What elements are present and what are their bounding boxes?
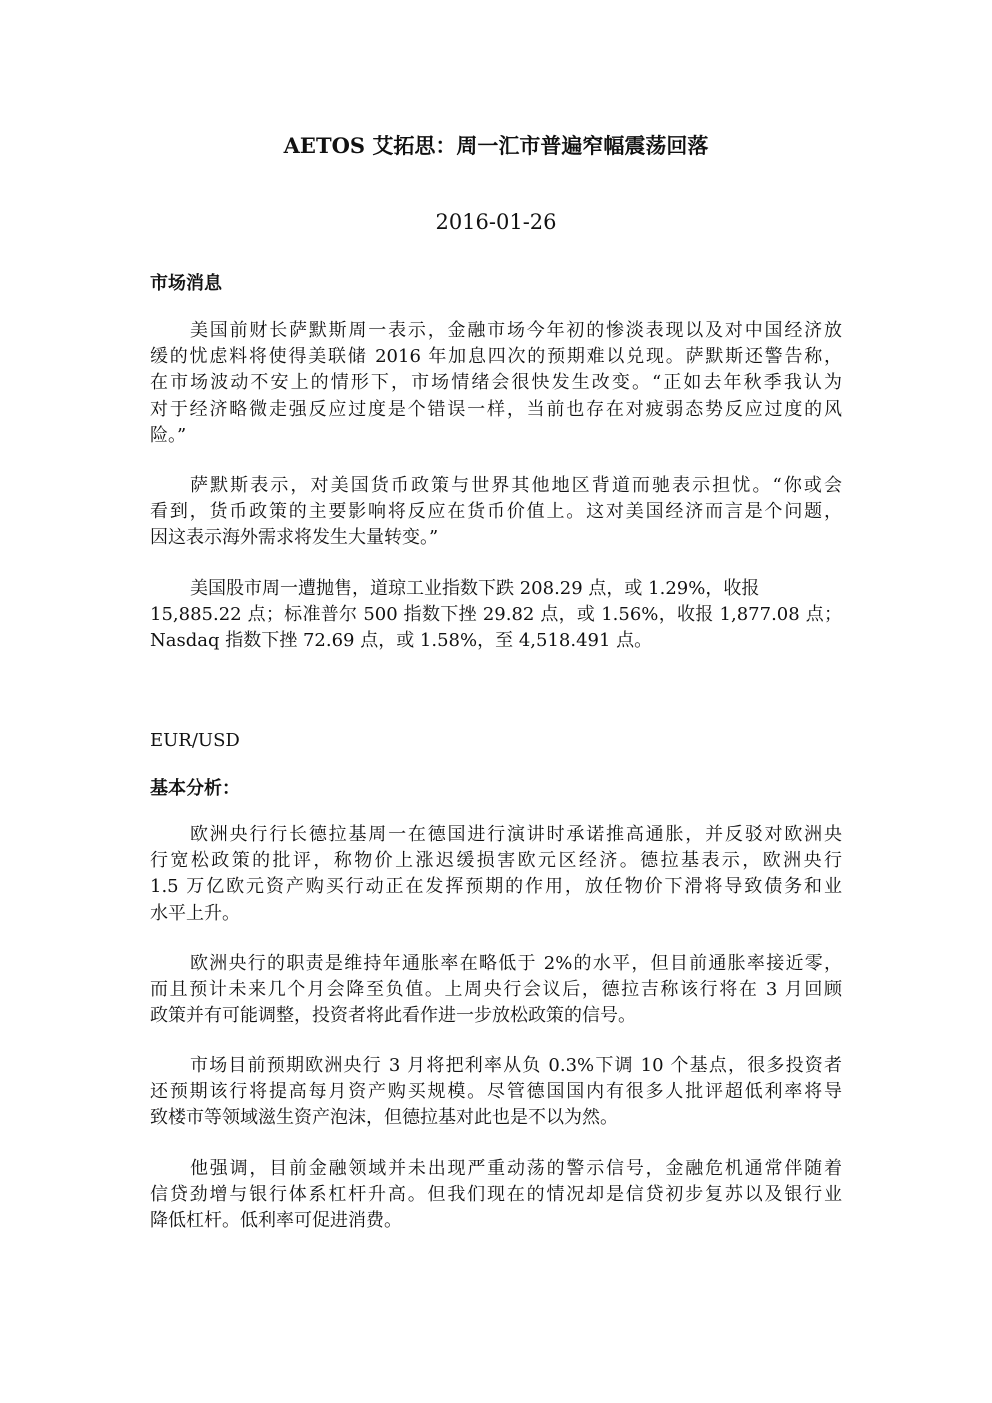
- paragraph-line: 还预期该行将提高每月资产购买规模。尽管德国国内有很多人批评超低利率将导: [150, 1081, 842, 1103]
- paragraph-line: 他强调，目前金融领域并未出现严重动荡的警示信号，金融危机通常伴随着: [190, 1158, 842, 1179]
- paragraph-line: 政策并有可能调整，投资者将此看作进一步放松政策的信号。: [150, 1005, 636, 1027]
- paragraph-line: 在市场波动不安上的情形下，市场情绪会很快发生改变。“正如去年秋季我认为: [150, 372, 842, 394]
- paragraph: [150, 473, 842, 552]
- paragraph-line: 对于经济略微走强反应过度是个错误一样，当前也存在对疲弱态势反应过度的风: [150, 398, 842, 420]
- paragraph-line: 信贷劲增与银行体系杠杆升高。但我们现在的情况却是信贷初步复苏以及银行业: [150, 1184, 842, 1206]
- paragraph-line: 水平上升。: [150, 902, 240, 924]
- paragraph-line: 因这表示海外需求将发生大量转变。”: [150, 527, 439, 549]
- currency-pair-label: EUR/USD: [150, 730, 240, 751]
- paragraph-line: 欧洲央行行长德拉基周一在德国进行演讲时承诺推高通胀，并反驳对欧洲央: [190, 824, 842, 845]
- paragraph-line: 险。”: [150, 424, 187, 446]
- paragraph: [150, 951, 842, 1030]
- section-heading-fundamental-analysis: 基本分析：: [150, 778, 240, 799]
- paragraph-line: 而且预计未来几个月会降至负值。上周央行会议后，德拉吉称该行将在 3 月回顾: [150, 979, 842, 1001]
- document-date: 2016-01-26: [435, 210, 557, 234]
- paragraph-line: 萨默斯表示，对美国货币政策与世界其他地区背道而驰表示担忧。“你或会: [190, 475, 842, 496]
- paragraph-line: 15,885.22 点；标准普尔 500 指数下挫 29.82 点，或 1.56%，收报 1,877.08 点；: [150, 604, 842, 626]
- paragraph: [150, 1156, 842, 1235]
- paragraph-line: 市场目前预期欧洲央行 3 月将把利率从负 0.3%下调 10 个基点，很多投资者: [190, 1055, 842, 1076]
- paragraph-line: 缓的忧虑料将使得美联储 2016 年加息四次的预期难以兑现。萨默斯还警告称，: [150, 346, 842, 368]
- paragraph: [150, 318, 842, 449]
- paragraph-line: 降低杠杆。低利率可促进消费。: [150, 1210, 402, 1232]
- paragraph: [150, 576, 842, 655]
- paragraph-line: 1.5 万亿欧元资产购买行动正在发挥预期的作用，放任物价下滑将导致债务和业: [150, 876, 842, 898]
- paragraph-line: 看到，货币政策的主要影响将反应在货币价值上。这对美国经济而言是个问题，: [150, 501, 842, 523]
- section-heading-market-news: 市场消息: [150, 273, 222, 294]
- document-title: AETOS 艾拓思：周一汇市普遍窄幅震荡回落: [283, 133, 709, 158]
- paragraph: [150, 1053, 842, 1132]
- paragraph-line: 行宽松政策的批评，称物价上涨迟缓损害欧元区经济。德拉基表示，欧洲央行: [150, 850, 842, 872]
- paragraph: [150, 822, 842, 927]
- paragraph-line: 欧洲央行的职责是维持年通胀率在略低于 2%的水平，但目前通胀率接近零，: [190, 953, 842, 974]
- paragraph-line: 致楼市等领域滋生资产泡沫，但德拉基对此也是不以为然。: [150, 1107, 618, 1129]
- paragraph-line: 美国前财长萨默斯周一表示，金融市场今年初的惨淡表现以及对中国经济放: [190, 320, 842, 341]
- paragraph-line: Nasdaq 指数下挫 72.69 点，或 1.58%，至 4,518.491 点。: [150, 630, 653, 652]
- paragraph-line: 美国股市周一遭抛售，道琼工业指数下跌 208.29 点，或 1.29%，收报: [190, 578, 760, 599]
